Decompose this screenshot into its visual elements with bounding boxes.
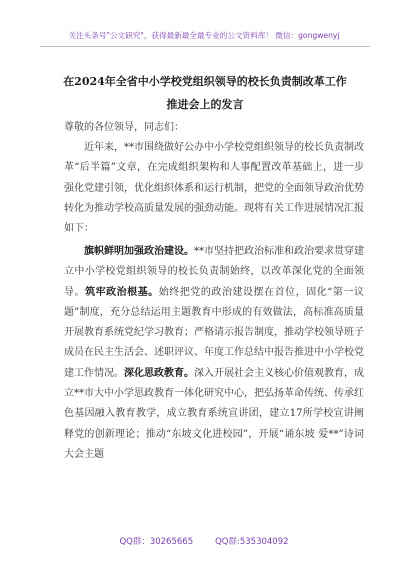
header-promo: 关注头条号"公文研究"，获得最新最全最专业的公文资料库！ 微信：gongwenyj [68, 31, 340, 40]
salutation: 尊敬的各位领导，同志们： [64, 122, 184, 133]
section-heading: 旗帜鲜明加强政治建设。 [84, 246, 194, 257]
paragraph-political-building [64, 242, 364, 465]
paragraph-text: 深入开展社会主义核心价值观教育，成立**市大中小学思政教育一体化研究中心，把弘扬革命传统、传承红色基因融入教育教学，成立教育系统宣讲团，建立17所学校宣讲阐释党的创新理论；推动“东坡文化进校园”，开展“诵东坡 爱**”诗词大会主题 [64, 367, 364, 460]
footer-contact [0, 535, 408, 547]
subheading: 深化思政教育。 [124, 367, 194, 379]
qq-group-1: QQ群：30265665 [119, 537, 194, 547]
subheading: 筑牢政治根基。 [85, 286, 159, 298]
paragraph-text: **市坚持把政治标准和政治要求贯穿建立中小学校党组织领导的校长负责制始终，以改革深化党的全面领导。 [64, 246, 364, 298]
paragraph-intro: 近年来，**市围绕做好公办中小学校党组织领导的校长负责制改革“后半篇”文章，在完成组织架构和人事配置改革基础上，进一步强化党建引领，优化组织体系和运行机制，把党的全面领导政治优势转化为推动学校高质量发展的强劲动能。现将有关工作进展情况汇报如下： [64, 142, 364, 235]
paragraph-text: 始终把党的政治建设摆在首位，固化“第一议题”制度，充分总结运用主题教育中形成的有效做法，高标准高质量开展教育系统党纪学习教育；严格请示报告制度，推动学校领导班子成员在民主生活会、述职评议、年度工作总结中报告推进中小学校党建工作情况。 [64, 286, 364, 379]
document-title-line1: 在2024年全省中小学校党组织领导的校长负责制改革工作 [63, 75, 347, 88]
qq-group-2: QQ群:535304092 [215, 537, 289, 547]
document-title-line2: 推进会上的发言 [166, 98, 244, 111]
header-divider [40, 46, 370, 47]
